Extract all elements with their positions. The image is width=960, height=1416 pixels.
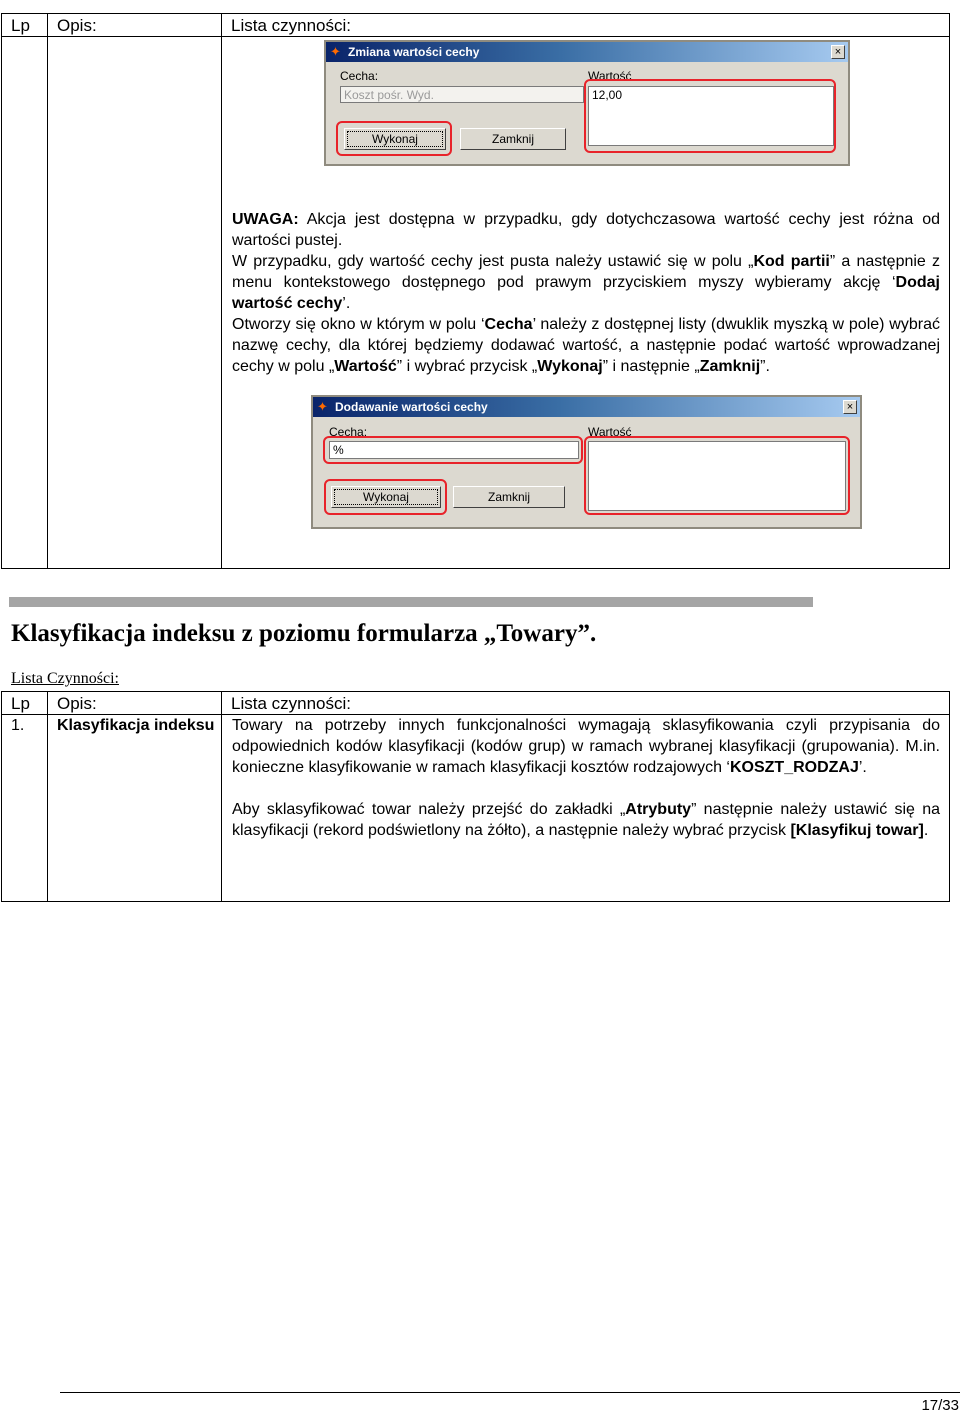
paragraph-towary	[232, 715, 940, 778]
app-icon: ✦	[330, 44, 341, 59]
text: ” i wybrać przycisk „	[396, 358, 538, 375]
text: Otworzy się okno w którym w polu ‘	[232, 316, 485, 333]
uwaga-paragraph	[232, 209, 940, 251]
text: Towary na potrzeby innych funkcjonalności wymagają sklasyfikowania czyli przypisania do odpowiednich kodów klasyfikacji (kodów grup) w ramach wybranej klasyfikacji (grupowania). M.in. konieczne klasyfikowanie w ramach klasyfikacji kosztów rodzajowych ‘	[232, 717, 940, 776]
header-lp: Lp	[2, 14, 48, 37]
cell-opis	[48, 37, 222, 569]
cecha-field[interactable]: %	[329, 441, 579, 459]
kod-partii-bold: Kod partii	[753, 253, 830, 270]
cell-lp	[2, 37, 48, 569]
paragraph-cecha	[232, 314, 940, 377]
highlight-wykonaj	[324, 479, 447, 515]
text: ’.	[858, 759, 867, 776]
cecha-label: Cecha:	[340, 69, 379, 83]
uwaga-label: UWAGA:	[232, 211, 299, 228]
zamknij-button[interactable]: Zamknij	[460, 128, 566, 150]
wartosc-label: Wartość	[588, 69, 632, 83]
dialog-title: Zmiana wartości cechy	[348, 45, 480, 59]
text: Aby sklasyfikować towar należy przejść do zakładki „	[232, 801, 626, 818]
header-lista: Lista czynności:	[222, 14, 950, 37]
table-header-row	[2, 692, 950, 715]
paragraph-atrybuty	[232, 799, 940, 841]
instructions-table-1	[1, 13, 950, 569]
table-row	[2, 37, 950, 569]
cell-lista	[222, 715, 950, 902]
instructions-table-2	[1, 691, 950, 902]
wartosc-label: Wartość	[588, 425, 632, 439]
text: ”.	[760, 358, 770, 375]
wykonaj-bold: Wykonaj	[537, 358, 603, 375]
highlight-wartosc	[584, 436, 850, 515]
text: ” następnie należy ustawić się na klasyfikacji (rekord podświetlony na żółto), a następnie należy wybrać przycisk	[232, 801, 940, 839]
highlight-wykonaj	[336, 121, 452, 156]
highlight-cecha	[323, 436, 583, 464]
klasyfikuj-towar-bold: [Klasyfikuj towar]	[790, 822, 924, 839]
cell-lista	[222, 37, 950, 569]
dialog-title: Dodawanie wartości cechy	[335, 400, 488, 414]
paragraph-kod-partii	[232, 251, 940, 314]
table-header-row	[2, 14, 950, 37]
dialog-zmiana-wartosci-cechy	[324, 40, 850, 166]
wartosc-bold: Wartość	[334, 358, 397, 375]
atrybuty-bold: Atrybuty	[625, 801, 692, 818]
cecha-bold: Cecha	[484, 316, 533, 333]
cecha-label: Cecha:	[329, 425, 368, 439]
text: ’ należy z dostępnej listy (dwuklik myszką w pole) wybrać nazwę cechy, dla której będziemy dodawać wartość, a następnie podać wartość wprowadzanej cechy w polu „	[232, 316, 940, 375]
section-title: Klasyfikacja indeksu z poziomu formularza „Towary”.	[11, 620, 597, 647]
cell-lp: 1.	[2, 715, 48, 902]
cecha-field[interactable]: Koszt pośr. Wyd.	[340, 86, 584, 103]
text: ” i następnie „	[602, 358, 700, 375]
lista-czynnosci-label: Lista Czynności:	[11, 670, 119, 687]
close-icon[interactable]: ×	[831, 45, 845, 59]
table-row	[2, 715, 950, 902]
cell-opis: Klasyfikacja indeksu	[48, 715, 222, 902]
wykonaj-button[interactable]: Wykonaj	[344, 128, 446, 150]
page-number: 17/33	[921, 1397, 959, 1414]
dialog-titlebar	[326, 42, 848, 62]
text: ’.	[342, 295, 351, 312]
uwaga-text: Akcja jest dostępna w przypadku, gdy dotychczasowa wartość cechy jest różna od wartości pustej.	[232, 211, 940, 249]
dialog-dodawanie-wartosci-cechy	[311, 395, 862, 529]
header-lista: Lista czynności:	[222, 692, 950, 715]
header-lp: Lp	[2, 692, 48, 715]
text: ” a następnie z menu kontekstowego dostępnego pod prawym przyciskiem myszy wybieramy akcję ‘	[232, 253, 941, 291]
header-opis: Opis:	[48, 14, 222, 37]
dialog-titlebar	[313, 397, 860, 417]
instructions-text	[232, 715, 940, 841]
footer-rule	[60, 1392, 960, 1393]
zamknij-bold: Zamknij	[699, 358, 761, 375]
instructions-text	[232, 209, 940, 377]
wykonaj-button[interactable]: Wykonaj	[331, 486, 441, 508]
highlight-wartosc	[584, 79, 836, 153]
app-icon: ✦	[317, 399, 328, 414]
koszt-rodzaj-bold: KOSZT_RODZAJ	[729, 759, 859, 776]
zamknij-button[interactable]: Zamknij	[453, 486, 565, 508]
wartosc-field[interactable]: 12,00	[588, 86, 834, 146]
close-icon[interactable]: ×	[843, 400, 857, 414]
section-divider	[9, 597, 813, 607]
text: .	[923, 822, 929, 839]
text: W przypadku, gdy wartość cechy jest pusta należy ustawić się w polu „	[232, 253, 754, 270]
header-opis: Opis:	[48, 692, 222, 715]
dodaj-wartosc-bold: Dodaj wartość cechy	[232, 274, 940, 312]
